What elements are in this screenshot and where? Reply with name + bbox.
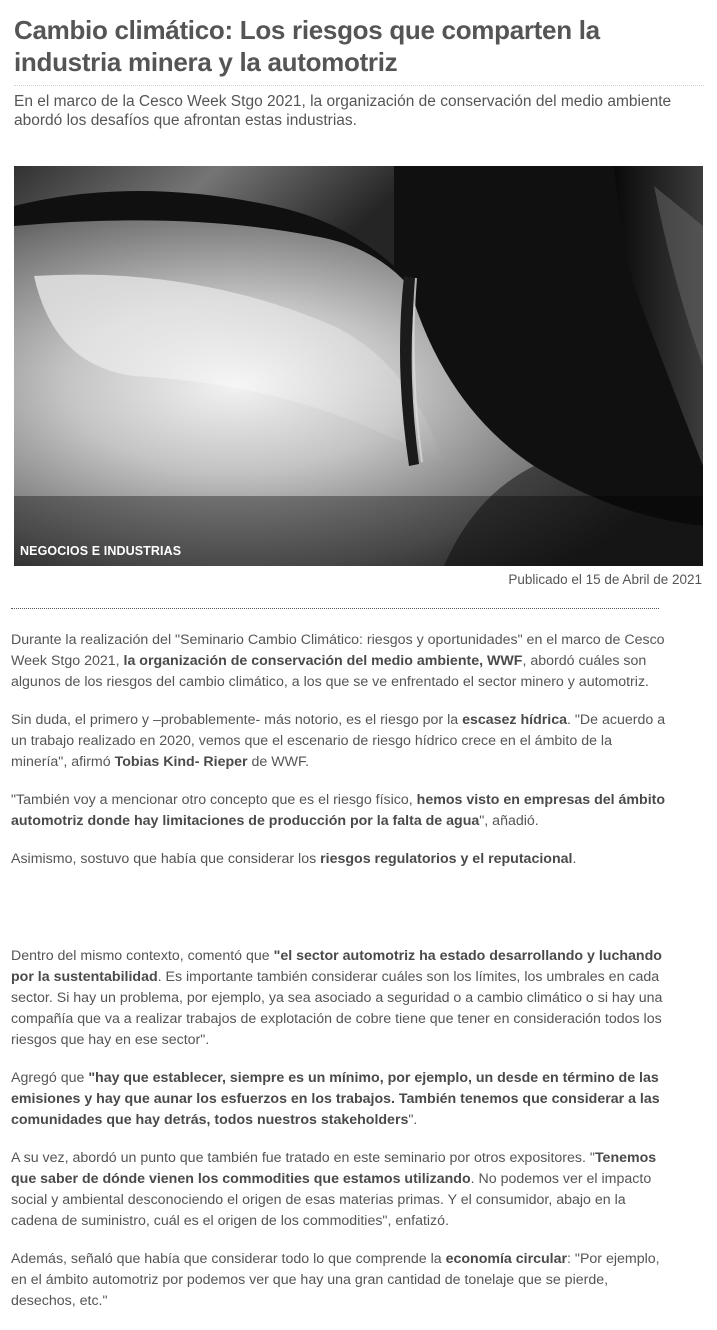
article-title: Cambio climático: Los riesgos que comparten la industria minera y la automotriz [14, 15, 600, 77]
paragraph: Agregó que "hay que establecer, siempre es un mínimo, por ejemplo, un desde en término de las emisiones y hay que aunar los esfuerzos en los trabajos. También tenemos que considerar a las comunidades que hay detrás, todos nuestros stakeholders". [11, 1070, 660, 1128]
paragraph: Asimismo, sostuvo que había que considerar los riesgos regulatorios y el reputacional. [11, 851, 577, 867]
article-body [11, 630, 671, 1312]
car-photo-illustration [14, 166, 703, 566]
title-divider [14, 85, 704, 86]
publish-date: Publicado el 15 de Abril de 2021 [508, 572, 702, 587]
category-label[interactable]: NEGOCIOS E INDUSTRIAS [20, 544, 182, 558]
paragraph: Además, señaló que había que considerar todo lo que comprende la economía circular: "Por ejemplo, en el ámbito automotriz por podemos ver que hay una gran cantidad de tonelaje que se pierde, desechos, etc." [11, 1251, 660, 1309]
hero-image [14, 166, 703, 566]
article-lead: En el marco de la Cesco Week Stgo 2021, la organización de conservación del medio ambiente abordó los desafíos que afrontan estas industrias. [14, 93, 672, 129]
paragraph: "También voy a mencionar otro concepto que es el riesgo físico, hemos visto en empresas del ámbito automotriz donde hay limitaciones de producción por la falta de agua", añadió. [11, 792, 666, 829]
section-divider [11, 608, 659, 609]
paragraph: A su vez, abordó un punto que también fue tratado en este seminario por otros expositores. "Tenemos que saber de dónde vienen los commodities que estamos utilizando. No podemos ver el impacto social y ambiental desconociendo el origen de esas materias primas. Y el consumidor, abajo en la cadena de suministro, cuál es el origen de los commodities", enfatizó. [11, 1150, 657, 1229]
paragraph: Dentro del mismo contexto, comentó que "el sector automotriz ha estado desarrollando y luchando por la sustentabilidad. Es importante también considerar cuáles son los límites, los umbrales en cada sector. Si hay un problema, por ejemplo, ya sea asociado a seguridad o a cambio climático o si hay una compañía que va a realizar trabajos de explotación de cobre tiene que tener en consideración todos los riesgos que hay en ese sector". [11, 948, 663, 1048]
paragraph: Sin duda, el primero y –probablemente- más notorio, es el riesgo por la escasez hídrica. "De acuerdo a un trabajo realizado en 2020, vemos que el escenario de riesgo hídrico crece en el ámbito de la minería", afirmó Tobias Kind- Rieper de WWF. [11, 712, 666, 770]
paragraph: Durante la realización del "Seminario Cambio Climático: riesgos y oportunidades" en el marco de Cesco Week Stgo 2021, la organización de conservación del medio ambiente, WWF, abordó cuáles son algunos de los riesgos del cambio climático, a los que se ve enfrentado el sector minero y automotriz. [11, 632, 665, 690]
